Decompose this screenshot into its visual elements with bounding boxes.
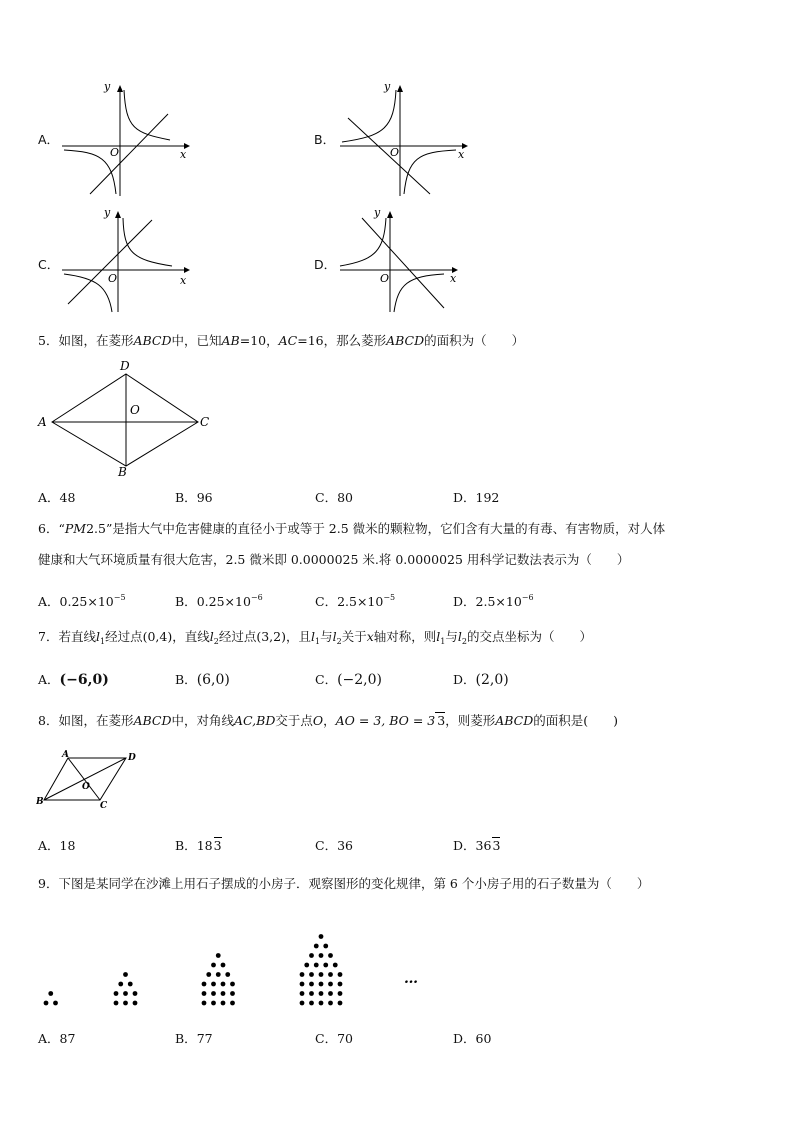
q9-stone [314, 944, 319, 949]
q4-graph-d [338, 204, 473, 314]
q9-stone [328, 953, 333, 958]
q4-d-axis-x: x [450, 272, 457, 285]
q9-stone [319, 1001, 324, 1006]
q9-stone [44, 1001, 49, 1006]
q4-graph-c [60, 204, 195, 314]
q4-a-axis-y: y [104, 80, 111, 93]
q9-stone [338, 991, 343, 996]
q9-stone [114, 1001, 119, 1006]
q8-option-d[interactable]: D．363 [453, 838, 501, 853]
q6-option-a[interactable]: A．$0.25\times 10^{-5}$ [38, 593, 126, 609]
q9-stone [48, 991, 53, 996]
q9-stone [328, 982, 333, 987]
q8-option-a[interactable]: A．18 [38, 838, 76, 853]
q7-option-a[interactable]: A．(−6,0) [38, 672, 109, 688]
q9-house-2 [114, 972, 138, 1005]
q4-option-d-label[interactable]: D． [314, 257, 337, 272]
q9-stone [338, 972, 343, 977]
q9-option-d[interactable]: D．60 [453, 1031, 492, 1046]
q9-stone [123, 1001, 128, 1006]
q9-stone [328, 1001, 333, 1006]
svg-text:D: D [128, 753, 136, 763]
q9-house-4 [300, 934, 343, 1005]
q7-option-c[interactable]: C．(−2,0) [315, 672, 382, 688]
q7-option-d[interactable]: D．(2,0) [453, 672, 509, 688]
q9-stone [333, 963, 338, 968]
q6-option-b[interactable]: B．$0.25\times 10^{-6}$ [175, 593, 263, 609]
q5-option-d[interactable]: D．192 [453, 490, 500, 505]
svg-text:A: A [62, 750, 69, 760]
q9-stone [319, 991, 324, 996]
q4-b-axis-x: x [458, 148, 465, 161]
q9-stone [206, 972, 211, 977]
q9-house-1 [44, 991, 58, 1005]
svg-text:O: O [82, 782, 90, 792]
q9-stone [114, 991, 119, 996]
q9-stone [314, 963, 319, 968]
q7-option-b[interactable]: B．(6,0) [175, 672, 230, 688]
svg-text:C: C [100, 801, 108, 810]
q8-rhombus-figure [36, 748, 146, 810]
q5-option-b[interactable]: B．96 [175, 490, 213, 505]
q9-stone [309, 972, 314, 977]
q9-stone [202, 991, 207, 996]
q9-stone [211, 991, 216, 996]
q8-option-b[interactable]: B．183 [175, 838, 222, 853]
q9-stone [53, 1001, 58, 1006]
q9-stone [133, 1001, 138, 1006]
svg-text:B: B [118, 465, 127, 478]
q9-stone [133, 991, 138, 996]
q7-stem: 7．若直线$l_1$经过点(0,4)，直线$l_2$经过点(3,2)，且$l_1$与$l_2$关于x轴对称，则$l_1$与$l_2$的交点坐标为（ ） [38, 629, 593, 646]
q6-option-d[interactable]: D．$2.5\times 10^{-6}$ [453, 593, 534, 609]
q6-stem-line2: 健康和大气环境质量有很大危害，2.5 微米即 0.0000025 米.将 0.0000025 用科学记数法表示为（ ） [38, 552, 630, 567]
q9-ellipsis: … [404, 971, 418, 987]
q9-house-3 [202, 953, 235, 1005]
q9-stone [230, 1001, 235, 1006]
q9-stone [118, 982, 123, 987]
q9-stone [211, 963, 216, 968]
q9-stone [216, 953, 221, 958]
q6-option-c[interactable]: C．$2.5\times 10^{-5}$ [315, 593, 396, 609]
q9-stone [225, 972, 230, 977]
q5-stem: 5．如图，在菱形ABCD中，已知AB=10，AC=16，那么菱形ABCD的面积为（ ） [38, 333, 525, 348]
q9-option-c[interactable]: C．70 [315, 1031, 353, 1046]
q5-option-c[interactable]: C．80 [315, 490, 353, 505]
q4-d-origin: O [380, 272, 390, 285]
q9-stone [328, 991, 333, 996]
q9-option-a[interactable]: A．87 [38, 1031, 76, 1046]
q6-stem-line1: 6．“PM2.5”是指大气中危害健康的直径小于或等于 2.5 微米的颗粒物，它们含有大量的有毒、有害物质，对人体 [38, 521, 666, 536]
q9-stone [338, 982, 343, 987]
q9-stone [300, 1001, 305, 1006]
q9-stone [323, 963, 328, 968]
q9-stone [309, 991, 314, 996]
q9-option-b[interactable]: B．77 [175, 1031, 213, 1046]
q4-c-axis-x: x [180, 274, 187, 287]
q9-stone [323, 944, 328, 949]
q9-stone [319, 953, 324, 958]
q9-stone [319, 982, 324, 987]
q9-stone [338, 1001, 343, 1006]
q4-b-axis-y: y [384, 80, 391, 93]
q9-stone [300, 991, 305, 996]
q9-stone [221, 982, 226, 987]
q5-rhombus-figure [34, 358, 214, 478]
q9-stone [300, 982, 305, 987]
q4-c-axis-y: y [104, 206, 111, 219]
q9-stone [211, 982, 216, 987]
q9-stone [319, 972, 324, 977]
q9-stone [300, 972, 305, 977]
q9-stone [319, 934, 324, 939]
q9-stone [216, 972, 221, 977]
q9-stone [123, 991, 128, 996]
q9-stone [202, 982, 207, 987]
q9-stone [309, 982, 314, 987]
q9-stone [221, 1001, 226, 1006]
q9-stone [123, 972, 128, 977]
q4-graph-a [60, 78, 195, 198]
q9-stone [128, 982, 133, 987]
q9-stone [221, 963, 226, 968]
q9-stone [309, 1001, 314, 1006]
q9-stone [309, 953, 314, 958]
svg-text:C: C [200, 415, 210, 429]
q9-house-figures [36, 905, 436, 1015]
q4-graph-b [338, 78, 473, 198]
q4-option-b-label[interactable]: B． [314, 132, 336, 147]
q4-option-c-label[interactable]: C． [38, 257, 60, 272]
q9-stone [304, 963, 309, 968]
q4-d-axis-y: y [374, 206, 381, 219]
q4-c-origin: O [108, 272, 118, 285]
q5-option-a[interactable]: A．48 [38, 490, 76, 505]
q9-stone [211, 1001, 216, 1006]
q9-stone [202, 1001, 207, 1006]
q8-option-c[interactable]: C．36 [315, 838, 353, 853]
svg-text:B: B [36, 797, 44, 807]
svg-text:O: O [130, 403, 140, 417]
q9-stone [221, 991, 226, 996]
q4-a-axis-x: x [180, 148, 187, 161]
q8-stem: 8．如图，在菱形ABCD中，对角线AC,BD交于点O，AO = 3, BO = 3 3，则菱形ABCD的面积是( ) [38, 713, 619, 728]
q9-stone [230, 991, 235, 996]
svg-text:D: D [120, 359, 130, 373]
q9-stem: 9．下图是某同学在沙滩上用石子摆成的小房子．观察图形的变化规律，第 6 个小房子用的石子数量为（ ） [38, 876, 650, 891]
q4-option-a-label[interactable]: A． [38, 132, 60, 147]
q9-stone [328, 972, 333, 977]
svg-text:A: A [38, 415, 47, 429]
q4-a-origin: O [110, 146, 120, 159]
q9-stone [230, 982, 235, 987]
q4-b-origin: O [390, 146, 400, 159]
